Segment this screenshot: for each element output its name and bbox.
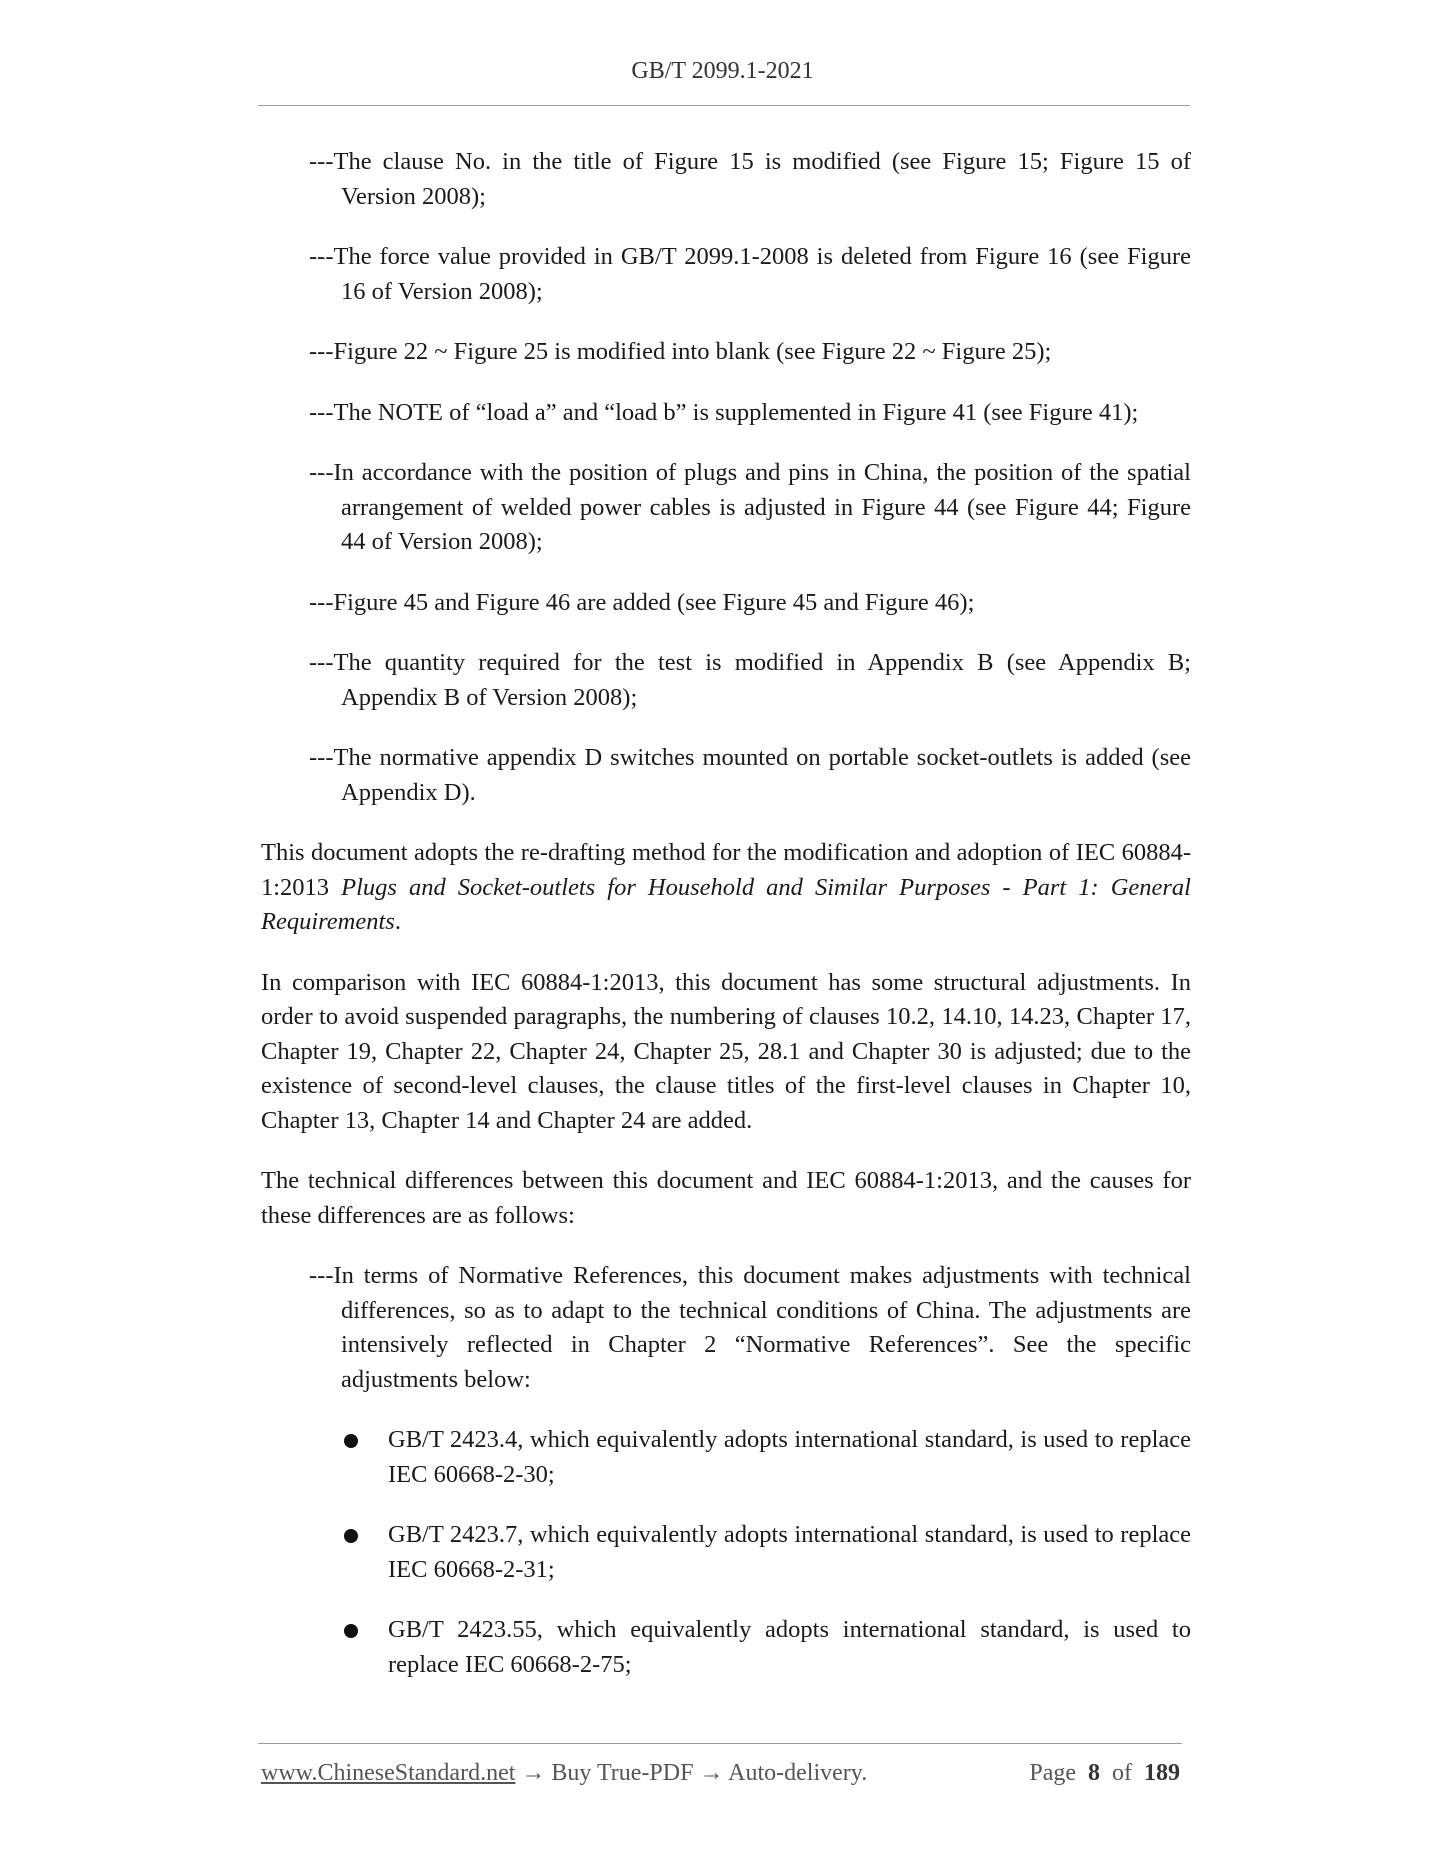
adoption-text: This document adopts the re-drafting method for the modification and adoption of IEC 60884-1:2013 — [261, 839, 1191, 901]
document-body — [261, 145, 1191, 1708]
total-pages: 189 — [1144, 1760, 1180, 1786]
bullet-text: GB/T 2423.4, which equivalently adopts international standard, is used to replace IEC 60668-2-30; — [388, 1426, 1191, 1488]
adoption-paragraph — [261, 836, 1191, 940]
arrow-icon: → — [699, 1760, 724, 1786]
list-item: ---In accordance with the position of plugs and pins in China, the position of the spatial arrangement of welded power cables is adjusted in Figure 44 (see Figure 44; Figure 44 of Version 2008); — [309, 459, 1191, 555]
bullet-text: GB/T 2423.7, which equivalently adopts international standard, is used to replace IEC 60668-2-31; — [388, 1521, 1191, 1583]
list-item: ---The quantity required for the test is modified in Appendix B (see Appendix B; Appendix B of Version 2008); — [309, 649, 1191, 711]
bullet-item — [388, 1613, 1191, 1682]
list-item: ---Figure 45 and Figure 46 are added (see Figure 45 and Figure 46); — [309, 588, 975, 616]
footer-divider — [258, 1743, 1182, 1744]
list-item: ---The normative appendix D switches mounted on portable socket-outlets is added (see Appendix D). — [309, 744, 1191, 806]
page-counter — [1029, 1760, 1180, 1787]
structural-paragraph: In comparison with IEC 60884-1:2013, this document has some structural adjustments. In order to avoid suspended paragraphs, the numbering of clauses 10.2, 14.10, 14.23, Chapter 17, Chapter 19, Chapter 22, Chapter 24, Chapter 25, 28.1 and Chapter 30 is adjusted; due to the existence of second-level clauses, the clause titles of the first-level clauses in Chapter 10, Chapter 13, Chapter 14 and Chapter 24 are added. — [261, 968, 1191, 1134]
of-label: of — [1112, 1760, 1132, 1786]
list-item: ---Figure 22 ~ Figure 25 is modified into blank (see Figure 22 ~ Figure 25); — [309, 338, 1052, 365]
list-item: ---The force value provided in GB/T 2099.1-2008 is deleted from Figure 16 (see Figure 16 of Version 2008); — [309, 243, 1191, 305]
list-item: ---The NOTE of “load a” and “load b” is supplemented in Figure 41 (see Figure 41); — [309, 398, 1139, 426]
footer-promo — [261, 1760, 867, 1787]
document-code: GB/T 2099.1-2021 — [631, 58, 814, 84]
website-link[interactable]: www.ChineseStandard.net — [261, 1760, 516, 1786]
bullet-icon — [344, 1434, 358, 1448]
header-divider — [258, 105, 1190, 106]
list-item: ---The clause No. in the title of Figure 15 is modified (see Figure 15; Figure 15 of Version 2008); — [309, 148, 1191, 210]
list-item: ---In terms of Normative References, this document makes adjustments with technical differences, so as to adapt to the technical conditions of China. The adjustments are intensively reflected in Chapter 2 “Normative References”. See the specific adjustments below: — [309, 1262, 1191, 1393]
page-header — [0, 58, 1445, 85]
bullet-text: GB/T 2423.55, which equivalently adopts international standard, is used to replace IEC 60668-2-75; — [388, 1616, 1191, 1678]
adoption-end: . — [394, 908, 401, 935]
buy-pdf-text: Buy True-PDF — [551, 1760, 694, 1786]
bullet-item — [388, 1518, 1191, 1587]
technical-differences-paragraph: The technical differences between this document and IEC 60884-1:2013, and the causes for these differences are as follows: — [261, 1167, 1191, 1229]
delivery-text: Auto-delivery. — [728, 1760, 868, 1786]
bullet-icon — [344, 1624, 358, 1638]
bullet-item — [388, 1423, 1191, 1492]
standard-title: Plugs and Socket-outlets for Household and Similar Purposes - Part 1: General Requirements — [261, 873, 1191, 935]
page-label: Page — [1029, 1760, 1076, 1786]
arrow-icon: → — [521, 1760, 546, 1786]
bullet-icon — [344, 1529, 358, 1543]
page-number: 8 — [1088, 1760, 1100, 1786]
